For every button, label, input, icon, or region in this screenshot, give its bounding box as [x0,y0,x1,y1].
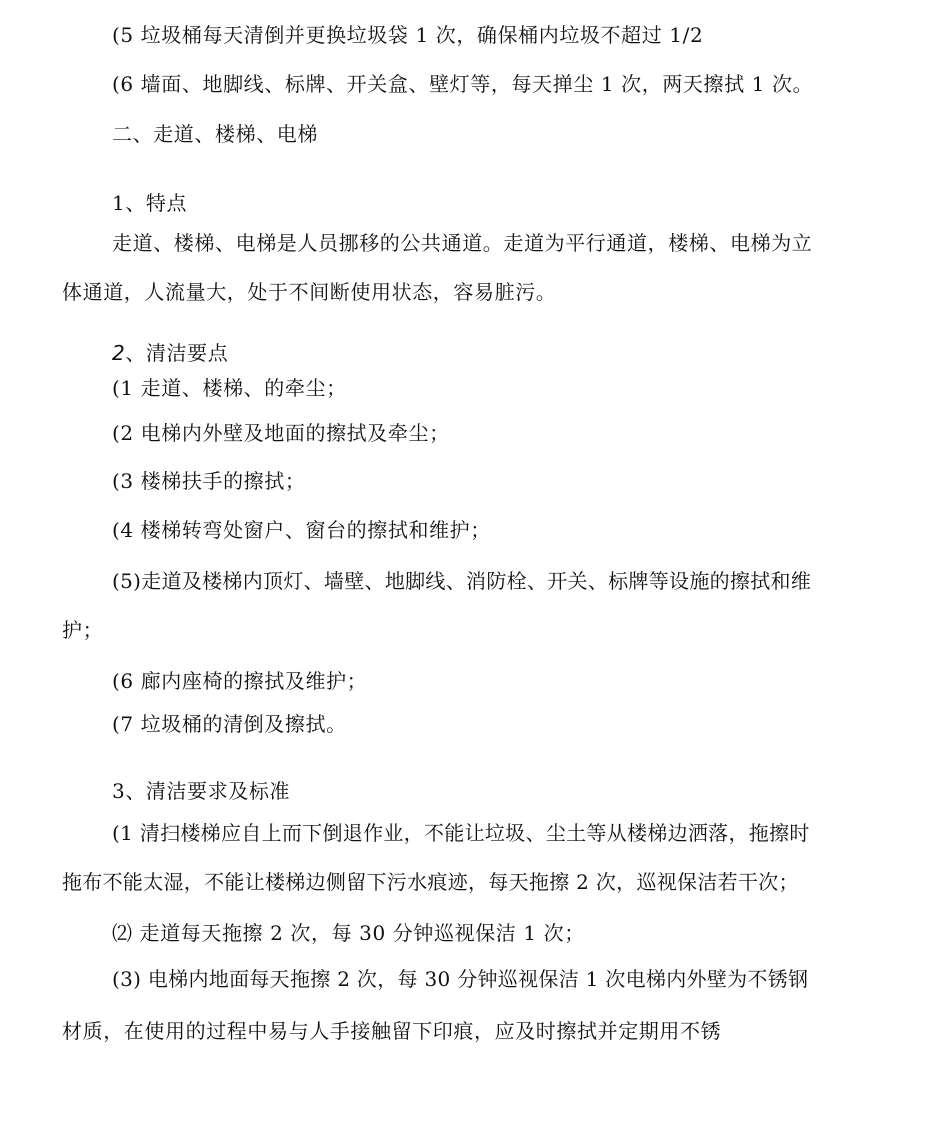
point-5-line-2: 护； [62,618,104,642]
requirement-1-line-2: 拖布不能太湿，不能让楼梯边侧留下污水痕迹，每天拖擦 2 次，巡视保洁若干次； [62,870,799,894]
requirement-3-line-1: (3) 电梯内地面每天拖擦 2 次，每 30 分钟巡视保洁 1 次电梯内外壁为不锈钢 [112,967,809,991]
point-5-line-1: (5)走道及楼梯内顶灯、墙壁、地脚线、消防栓、开关、标牌等设施的擦拭和维 [112,569,812,593]
subheading-number: 2 [112,341,126,365]
requirement-2: ⑵ 走道每天拖擦 2 次，每 30 分钟巡视保洁 1 次； [112,921,585,945]
item-5-trash-bin: (5 垃圾桶每天清倒并更换垃圾袋 1 次，确保桶内垃圾不超过 1/2 [112,23,704,47]
point-2: (2 电梯内外壁及地面的擦拭及牵尘； [112,421,450,445]
paragraph-features-line-1: 走道、楼梯、电梯是人员挪移的公共通道。走道为平行通道，楼梯、电梯为立 [112,231,813,255]
subheading-cleaning-points [112,340,228,366]
point-1: (1 走道、楼梯、的牵尘； [112,376,347,400]
subheading-text: 、清洁要点 [125,341,229,365]
point-3: (3 楼梯扶手的擦拭； [112,469,306,493]
subheading-requirements: 3、清洁要求及标准 [112,779,291,803]
section-heading-corridor-stairs-elevator: 二、走道、楼梯、电梯 [112,122,318,146]
paragraph-features-line-2: 体通道，人流量大，处于不间断使用状态，容易脏污。 [62,280,557,304]
subheading-features: 1、特点 [112,191,188,215]
item-6-wall-cleaning: (6 墙面、地脚线、标牌、开关盒、壁灯等，每天掸尘 1 次，两天擦拭 1 次。 [112,72,814,96]
point-6: (6 廊内座椅的擦拭及维护； [112,669,368,693]
point-7: (7 垃圾桶的清倒及擦拭。 [112,712,347,736]
requirement-3-line-2: 材质，在使用的过程中易与人手接触留下印痕，应及时擦拭并定期用不锈 [62,1019,722,1043]
point-4: (4 楼梯转弯处窗户、窗台的擦拭和维护； [112,518,491,542]
requirement-1-line-1: (1 清扫楼梯应自上而下倒退作业，不能让垃圾、尘土等从楼梯边洒落，拖擦时 [112,821,810,845]
